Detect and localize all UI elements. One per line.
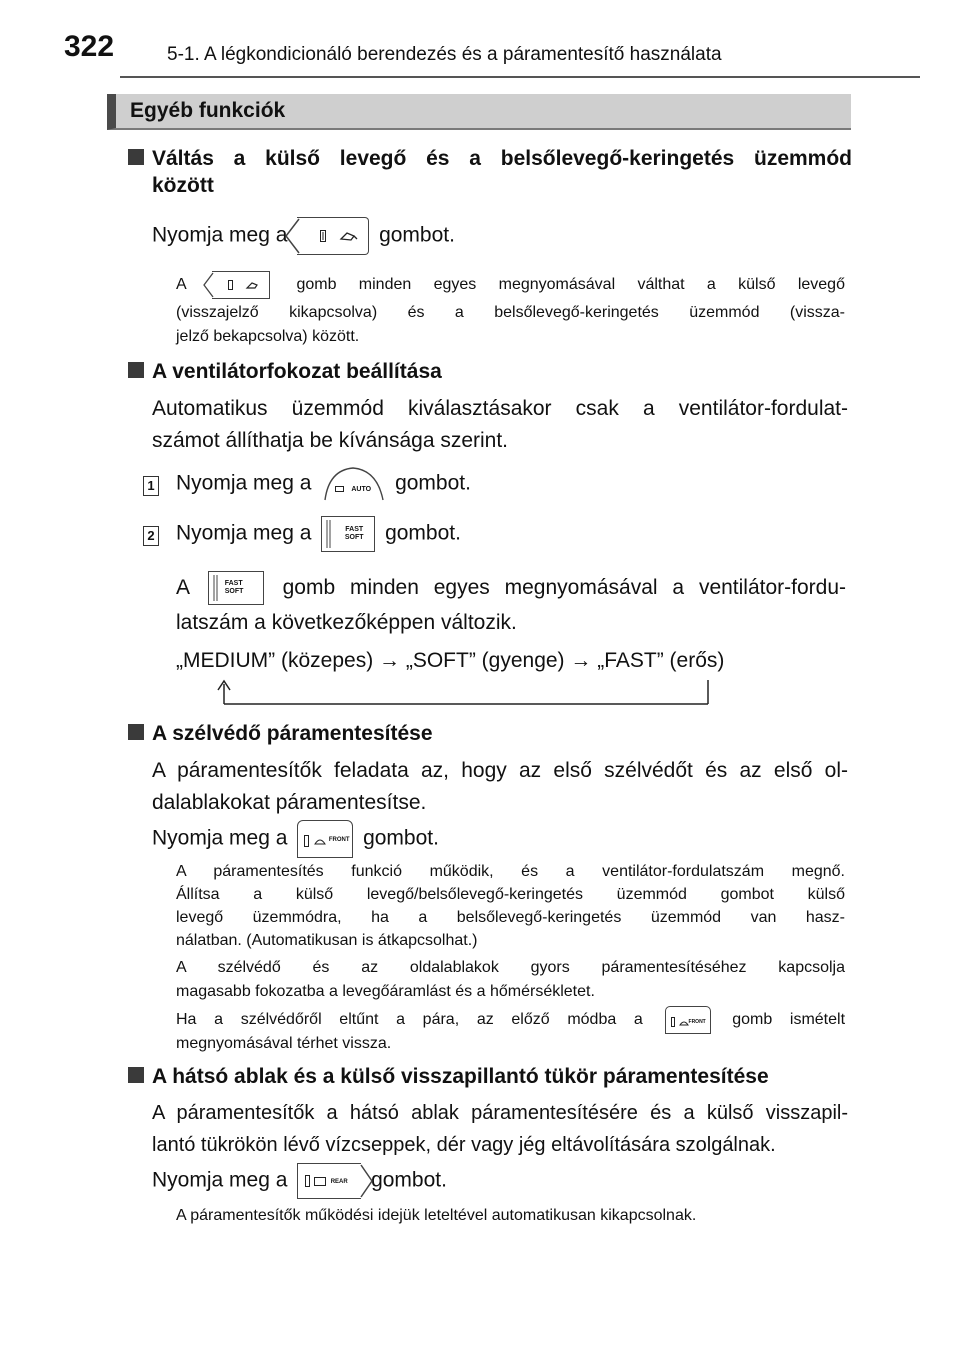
s4-heading <box>152 1061 852 1093</box>
s3-title: A szélvédő páramentesítése <box>152 722 433 745</box>
grip-lines-icon <box>325 518 333 550</box>
s1-title-line2: között <box>152 174 214 197</box>
s2-desc-line2: latszám a következőképpen változik. <box>176 611 517 634</box>
soft-label: SOFT <box>224 588 244 596</box>
auto-label: AUTO <box>351 486 372 493</box>
fast-soft-button-small[interactable] <box>208 571 264 605</box>
s3-line2: dalablakokat páramentesítse. <box>152 791 427 814</box>
s2-step2-pre: Nyomja meg a <box>176 521 312 545</box>
s3-note-3: levegő üzemmódra, ha a belsőlevegő-keringetés üzemmód van hasz- <box>176 909 845 926</box>
s1-note-post: gomb minden egyes megnyomásával válthat a külső levegő <box>296 276 845 294</box>
bullet-square-icon <box>128 362 144 378</box>
s3-note-7 <box>176 1006 845 1034</box>
s1-press-line <box>152 217 852 255</box>
front-defroster-icon <box>679 1018 689 1026</box>
auto-button[interactable] <box>321 466 385 502</box>
s2-desc-line1 <box>176 571 846 605</box>
indicator-icon <box>671 1017 675 1027</box>
fast-label: FAST <box>345 526 364 533</box>
s4-press-post: gombot. <box>371 1168 447 1192</box>
front-defroster-icon <box>314 835 326 845</box>
indicator-icon <box>320 230 326 242</box>
s3-note-5: A szélvédő és az oldalablakok gyors páramentesítéséhez kapcsolja <box>176 959 845 976</box>
s3-note-4: nálatban. (Automatikusan is átkapcsolhat.) <box>176 932 478 949</box>
s2-title: A ventilátorfokozat beállítása <box>152 360 442 383</box>
recirculation-button-small[interactable] <box>212 271 270 299</box>
header-divider <box>120 76 920 78</box>
step-number: 2 <box>143 526 159 546</box>
recirculation-button[interactable] <box>297 217 369 255</box>
s3-heading <box>152 718 852 750</box>
air-recirculation-icon <box>245 280 261 290</box>
button-outline-icon <box>321 466 385 502</box>
s3-press-pre: Nyomja meg a <box>152 826 288 850</box>
s4-title: A hátsó ablak és a külső visszapillantó tükör páramentesítése <box>152 1065 769 1088</box>
s2-line1: Automatikus üzemmód kiválasztásakor csak a ventilátor-fordulat- <box>152 397 848 420</box>
s3-press-post: gombot. <box>363 826 439 850</box>
front-defroster-button-small[interactable] <box>665 1006 711 1034</box>
s3-note-1: A páramentesítés funkció működik, és a ventilátor-fordulatszám megnő. <box>176 863 845 880</box>
s2-step1-pre: Nyomja meg a <box>176 471 312 495</box>
bullet-square-icon <box>128 1067 144 1083</box>
fast-soft-button[interactable] <box>321 516 375 552</box>
s1-note-line2: (visszajelző kikapcsolva) és a belsőlevegő-keringetés üzemmód (vissza- <box>176 304 845 321</box>
s4-press-pre: Nyomja meg a <box>152 1168 288 1192</box>
s4-line1: A páramentesítők a hátsó ablak páramentesítésére és a külső visszapil- <box>152 1102 848 1124</box>
s3-note-7-post: gomb ismételt <box>732 1011 846 1029</box>
s1-note-line3: jelző bekapcsolva) között. <box>176 328 360 345</box>
cycle-return-arrow-icon <box>212 676 712 710</box>
s2-heading <box>152 356 852 388</box>
s3-note-8: megnyomásával térhet vissza. <box>176 1035 392 1052</box>
bullet-square-icon <box>128 724 144 740</box>
page-number: 322 <box>64 30 115 63</box>
button-edge-icon <box>360 1164 374 1198</box>
s1-note-pre: A <box>176 276 186 294</box>
s2-step1 <box>176 466 836 502</box>
s3-note-6: magasabb fokozatba a levegőáramlást és a hőmérsékletet. <box>176 983 595 1000</box>
section-header <box>107 94 851 130</box>
fast-label: FAST <box>224 580 243 588</box>
s2-step1-post: gombot. <box>395 471 471 495</box>
section-title: Egyéb funkciók <box>130 99 286 122</box>
s1-press-pre: Nyomja meg a <box>152 223 288 247</box>
s1-note-line1 <box>176 271 845 299</box>
rear-label: REAR <box>330 1179 348 1185</box>
bullet-square-icon <box>128 149 144 165</box>
button-edge-icon <box>202 272 214 298</box>
indicator-icon <box>304 835 309 847</box>
chapter-title: 5-1. A légkondicionáló berendezés és a páramentesítő használata <box>167 44 722 65</box>
s1-press-post: gombot. <box>379 223 455 247</box>
s4-line2: lantó tükrökön lévő vízcseppek, dér vagy jég eltávolítására szolgálnak. <box>152 1134 776 1156</box>
s4-note: A páramentesítők működési idejük leteltével automatikusan kikapcsolnak. <box>176 1207 697 1224</box>
grip-lines-icon <box>212 573 220 603</box>
rear-defroster-icon <box>314 1177 326 1186</box>
soft-label: SOFT <box>344 534 364 541</box>
rear-defroster-button[interactable] <box>297 1163 361 1199</box>
fan-icon <box>335 486 344 492</box>
s3-note-7-pre: Ha a szélvédőről eltűnt a pára, az előző módba a <box>176 1011 643 1029</box>
s2-step2-post: gombot. <box>385 521 461 545</box>
front-defroster-button[interactable] <box>297 820 353 858</box>
s2-line2: számot állíthatja be kívánsága szerint. <box>152 429 509 452</box>
indicator-icon <box>305 1175 310 1187</box>
button-edge-icon <box>284 218 300 254</box>
s3-note-2: Állítsa a külső levegő/belsőlevegő-keringetés üzemmód gombot külső <box>176 886 845 903</box>
indicator-icon <box>228 280 233 290</box>
air-recirculation-icon <box>339 230 359 242</box>
s3-press-line <box>152 820 852 858</box>
front-label: FRONT <box>328 837 350 843</box>
s2-desc-post: gomb minden egyes megnyomásával a ventilátor-fordu- <box>282 576 847 599</box>
s4-press-line <box>152 1163 852 1199</box>
s3-line1: A páramentesítők feladata az, hogy az első szélvédőt és az első ol- <box>152 759 848 782</box>
s2-desc-pre: A <box>176 576 189 599</box>
s2-step2 <box>176 516 836 552</box>
front-label: FRONT <box>688 1019 706 1025</box>
s2-cycle: „MEDIUM” (közepes) → „SOFT” (gyenge) → „FAST” (erős) <box>176 649 725 672</box>
step-number: 1 <box>143 476 159 496</box>
s1-title-line1: Váltás a külső levegő és a belsőlevegő-keringetés üzemmód <box>152 147 852 170</box>
